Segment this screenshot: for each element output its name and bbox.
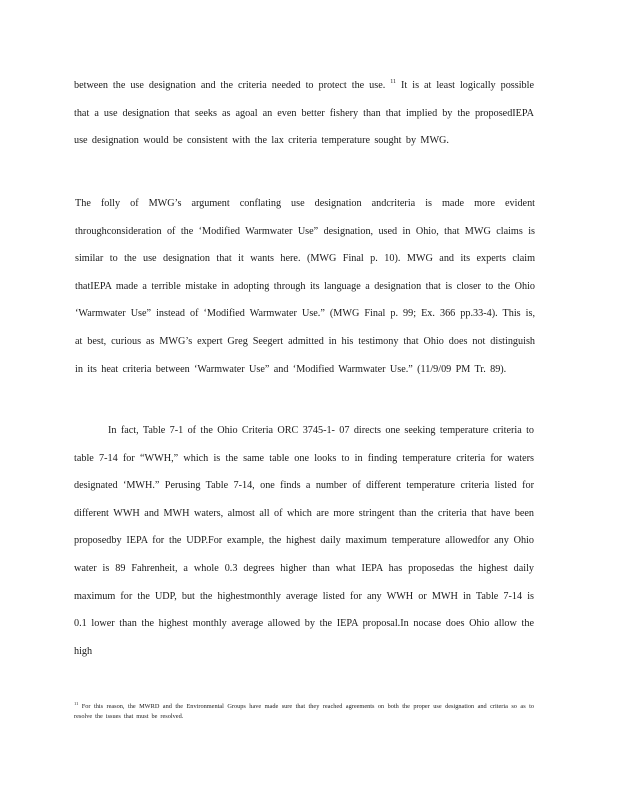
footnote-text: For this reason, the MWRD and the Environmental Groups have made sure that they reached agreements on both the proper use designation and criteria so as to resolve the issues that must be resolved.: [74, 703, 534, 720]
footnote: [74, 702, 534, 722]
paragraph-1: [74, 72, 534, 155]
footnote-number: 11: [74, 701, 79, 706]
paragraph-2: The folly of MWG’s argument conflating use designation andcriteria is made more evident throughconsideration of the ‘Modified Warmwater Use” designation, used in Ohio, that MWG claims is similar to the use designation that it wants here. (MWG Final p. 10). MWG and its experts claim thatIEPA made a terrible mistake in adopting through its language a designation that is closer to the Ohio ‘Warmwater Use” instead of ‘Modified Warmwater Use.” (MWG Final p. 99; Ex. 366 pp.33-4). This is, at best, curious as MWG’s expert Greg Seegert admitted in his testimony that Ohio does not distinguish in its heat criteria between ‘Warmwater Use” and ‘Modified Warmwater Use.” (11/9/09 PM Tr. 89).: [75, 198, 535, 375]
footnote-reference[interactable]: 11: [390, 79, 397, 85]
paragraph-1-text-after: It is at least logically possible that a use designation that seeks as agoal an even better fishery than that implied by the proposedIEPA use designation would be consistent with the lax criteria temperature sought by MWG.: [74, 80, 534, 147]
paragraph-3: In fact, Table 7-1 of the Ohio Criteria ORC 3745-1- 07 directs one seeking temperature criteria to table 7-14 for “WWH,” which is the same table one looks to in finding temperature criteria for waters designated ‘MWH.” Perusing Table 7-14, one finds a number of different temperature criteria listed for different WWH and MWH waters, almost all of which are more stringent than the criteria that have been proposedby IEPA for the UDP.For example, the highest daily maximum temperature allowedfor any Ohio water is 89 Fahrenheit, a whole 0.3 degrees higher than what IEPA has proposedas the highest daily maximum for the UDP, but the highestmonthly average listed for any WWH or MWH in Table 7-14 is 0.1 lower than the highest monthly average allowed by the IEPA proposal.In nocase does Ohio allow the high: [74, 425, 534, 657]
paragraph-1-text-before: between the use designation and the criteria needed to protect the use.: [74, 80, 386, 91]
